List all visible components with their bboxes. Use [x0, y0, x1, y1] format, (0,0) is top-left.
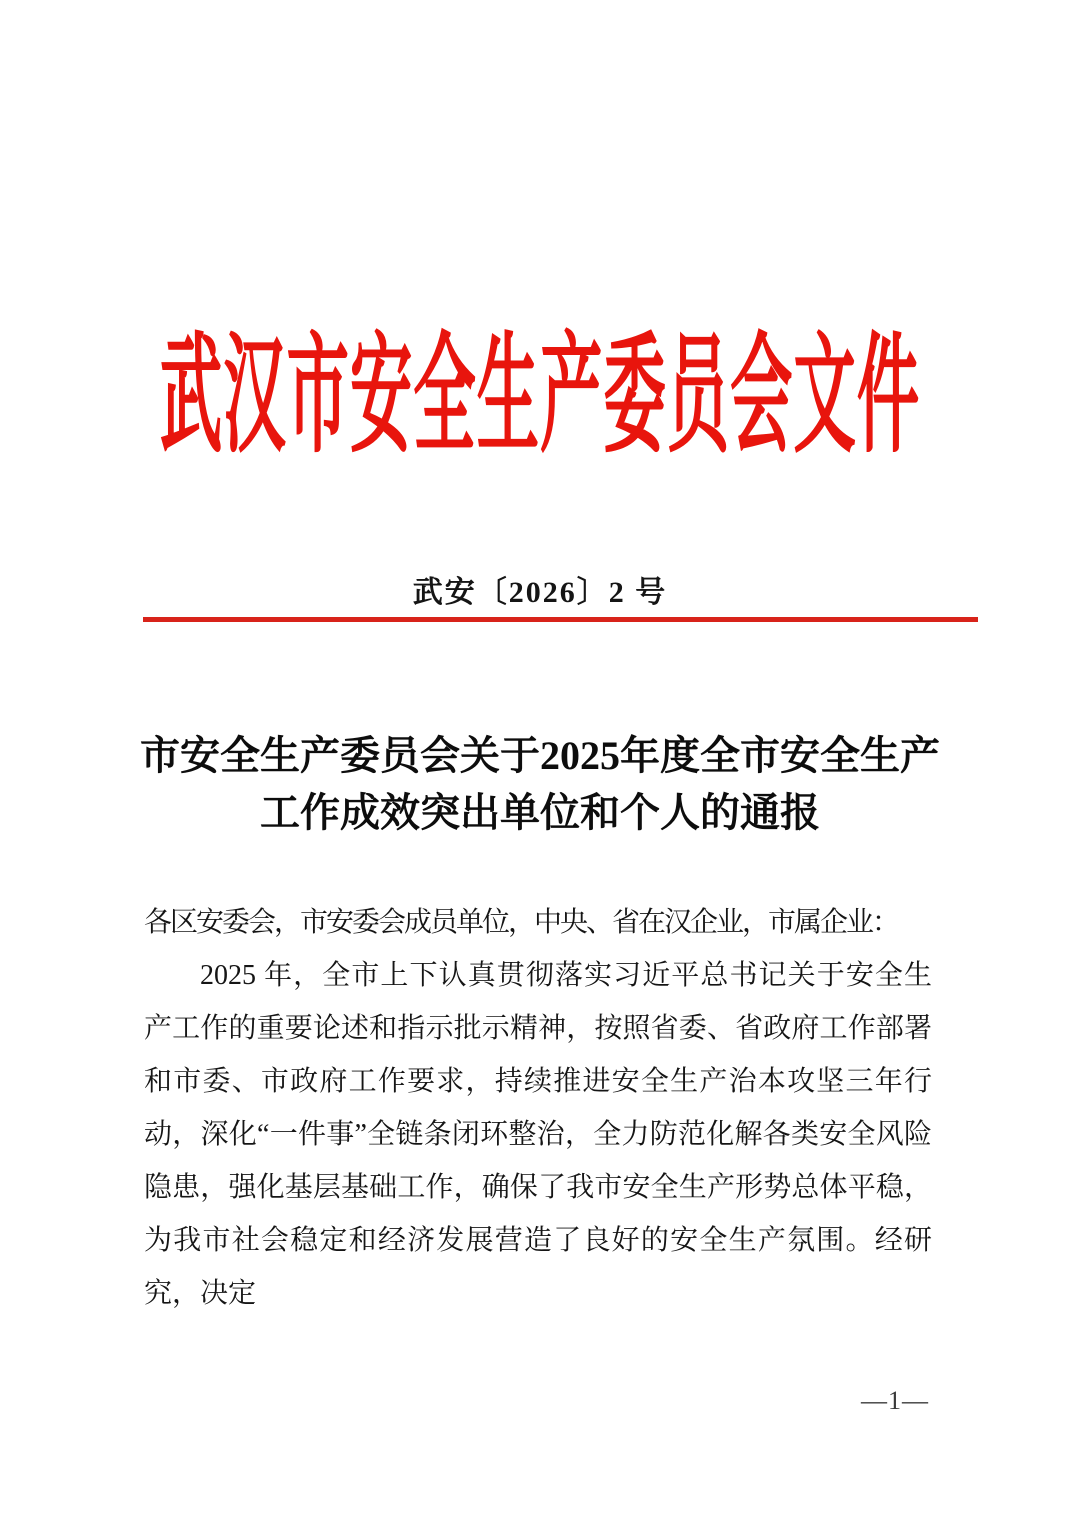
document-title-line1: 市安全生产委员会关于2025年度全市安全生产	[140, 733, 940, 778]
document-body	[144, 896, 932, 1320]
document-number: 武安〔2026〕2 号	[412, 576, 668, 609]
body-paragraph: 2025 年，全市上下认真贯彻落实习近平总书记关于安全生产工作的重要论述和指示批示精神，按照省委、省政府工作部署和市委、市政府工作要求，持续推进安全生产治本攻坚三年行动，深化“一件事”全链条闭环整治，全力防范化解各类安全风险隐患，强化基层基础工作，确保了我市安全生产形势总体平稳，为我市社会稳定和经济发展营造了良好的安全生产氛围。经研究，决定	[144, 960, 932, 1309]
salutation-line: 各区安委会，市安委会成员单位，中央、省在汉企业，市属企业：	[144, 907, 899, 938]
red-divider-line	[143, 617, 978, 622]
agency-header-title: 武汉市安全生产委员会文件	[159, 325, 921, 469]
page-number: —1—	[861, 1386, 929, 1415]
document-title	[0, 727, 1080, 841]
document-title-line2: 工作成效突出单位和个人的通报	[260, 790, 820, 835]
